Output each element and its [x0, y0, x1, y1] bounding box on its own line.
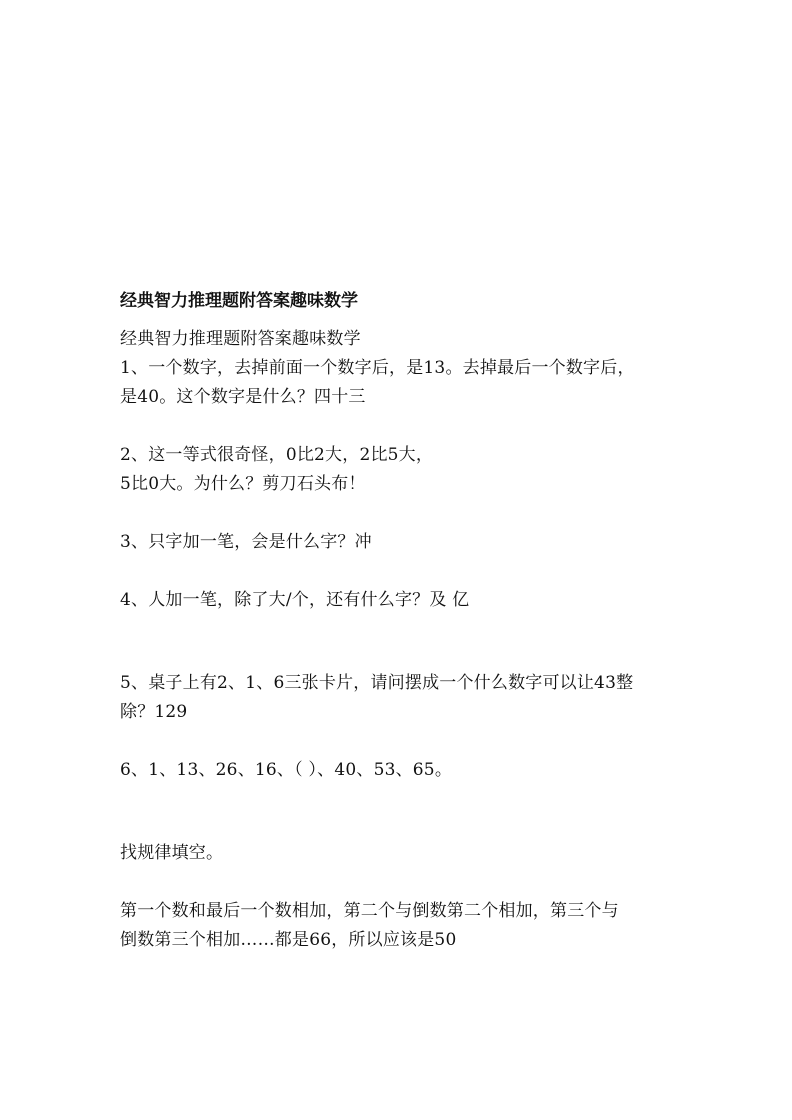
- spacer: [120, 727, 680, 756]
- question-6-answer-line-2: 倒数第三个相加……都是66，所以应该是50: [120, 930, 457, 950]
- spacer: [120, 785, 680, 839]
- spacer: [120, 499, 680, 528]
- spacer: [120, 557, 680, 586]
- question-5-line-2: 除？129: [120, 702, 188, 722]
- document-body: [120, 287, 680, 955]
- question-1-line-2: 是40。这个数字是什么？四十三: [120, 387, 366, 407]
- spacer: [120, 412, 680, 441]
- question-6-line-1: 6、1、13、26、16、（ ）、40、53、65。: [120, 760, 453, 780]
- question-2-line-2: 5比0大。为什么？剪刀石头布！: [120, 474, 366, 494]
- question-6-hint: 找规律填空。: [120, 843, 224, 863]
- spacer: [120, 868, 680, 897]
- question-4-line-1: 4、人加一笔，除了大/个，还有什么字？及 亿: [120, 590, 470, 610]
- question-3-line-1: 3、只字加一笔，会是什么字？冲: [120, 532, 372, 552]
- document-title: 经典智力推理题附答案趣味数学: [120, 291, 358, 311]
- question-2-line-1: 2、这一等式很奇怪，0比2大，2比5大，: [120, 445, 434, 465]
- question-1-line-1: 1、一个数字，去掉前面一个数字后，是13。去掉最后一个数字后，: [120, 358, 635, 378]
- spacer: [120, 615, 680, 669]
- question-5-line-1: 5、桌子上有2、1、6三张卡片，请问摆成一个什么数字可以让43整: [120, 673, 634, 693]
- question-6-answer-line-1: 第一个数和最后一个数相加，第二个与倒数第二个相加，第三个与: [120, 901, 619, 921]
- document-subtitle: 经典智力推理题附答案趣味数学: [120, 329, 361, 349]
